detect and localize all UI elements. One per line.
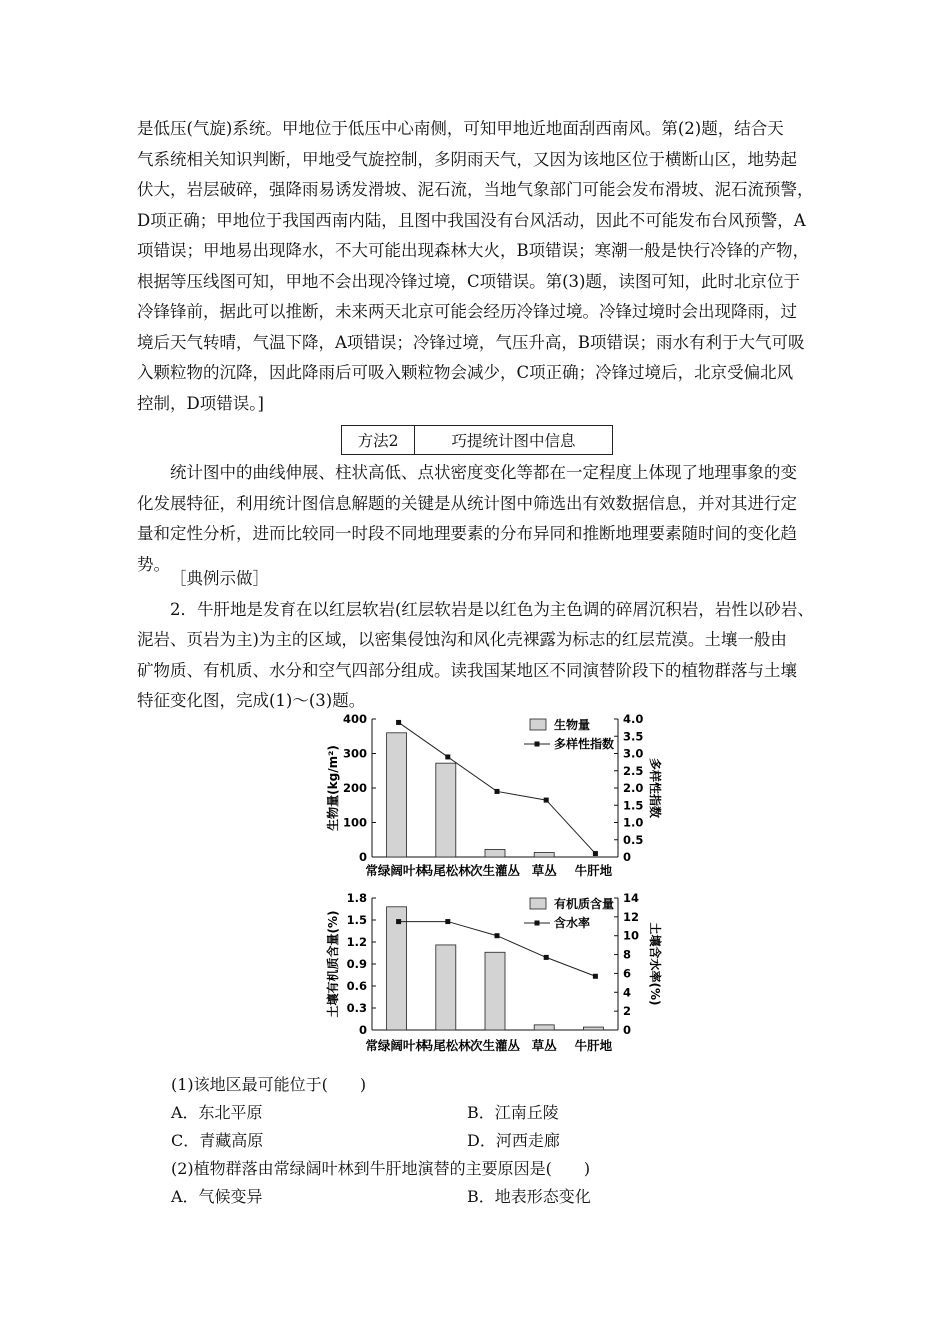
line-point bbox=[445, 919, 450, 924]
y-tick-label-right: 0 bbox=[623, 850, 632, 864]
legend-line-marker bbox=[535, 921, 540, 926]
text-line: 势。 bbox=[137, 554, 170, 574]
bar bbox=[387, 907, 407, 1030]
y-tick-label-left: 1.5 bbox=[346, 913, 367, 927]
bar bbox=[387, 733, 407, 857]
text-line: 2．牛肝地是发育在以红层软岩(红层软岩是以红色为主色调的碎屑沉积岩，岩性以砂岩、 bbox=[170, 599, 814, 619]
legend-bar-swatch bbox=[530, 898, 546, 909]
q1-option-b[interactable]: B．江南丘陵 bbox=[467, 1103, 559, 1122]
y-tick-label-right: 2.5 bbox=[623, 763, 644, 778]
y-tick-label-right: 14 bbox=[623, 891, 640, 905]
legend-line-label: 多样性指数 bbox=[554, 737, 615, 751]
y-tick-label-left: 1.8 bbox=[346, 891, 367, 905]
legend-line-marker bbox=[535, 742, 540, 747]
y-tick-label-right: 1.0 bbox=[623, 815, 644, 830]
bar bbox=[583, 1027, 603, 1030]
y-tick-label-right: 0 bbox=[623, 1023, 632, 1037]
y-tick-label-right: 2 bbox=[623, 1004, 632, 1019]
succession-figure bbox=[0, 705, 950, 1065]
text-line: 泥岩、页岩为主)为主的区域，以密集侵蚀沟和风化壳裸露为标志的红层荒漠。土壤一般由 bbox=[137, 630, 787, 649]
y-tick-label-right: 0.5 bbox=[623, 832, 644, 847]
q2-option-a[interactable]: A．气候变异 bbox=[171, 1187, 263, 1206]
line-point bbox=[445, 754, 450, 759]
y-tick-label-left: 1.2 bbox=[346, 935, 367, 949]
text-line: 入颗粒物的沉降，因此降雨后可吸入颗粒物会减少，C项正确；冷锋过境后，北京受偏北风 bbox=[137, 363, 794, 382]
y-tick-label-right: 4 bbox=[623, 985, 632, 1000]
line-point bbox=[495, 933, 500, 938]
category-label: 草丛 bbox=[531, 863, 557, 878]
q1-stem: (1)该地区最可能位于( ) bbox=[171, 1075, 367, 1094]
y-axis-title-right: 多样性指数 bbox=[648, 757, 662, 819]
text-line: 冷锋锋前，据此可以推断，未来两天北京可能会经历冷锋过境。冷锋过境时会出现降雨，过 bbox=[137, 302, 797, 321]
y-tick-label-left: 400 bbox=[342, 712, 367, 726]
category-label: 马尾松林 bbox=[420, 1038, 471, 1053]
text-line: D项正确；甲地位于我国西南内陆，且图中我国没有台风活动，因此不可能发布台风预警，A bbox=[137, 210, 806, 230]
text-line: 境后天气转晴，气温下降，A项错误；冷锋过境，气压升高，B项错误；雨水有利于大气可吸 bbox=[137, 332, 805, 352]
y-axis-title-left: 土壤有机质含量(%) bbox=[326, 910, 340, 1018]
legend-bar-label: 有机质含量 bbox=[554, 897, 615, 911]
y-tick-label-left: 300 bbox=[342, 746, 367, 761]
text-line: 气系统相关知识判断，甲地受气旋控制，多阴雨天气，又因为该地区位于横断山区，地势起 bbox=[137, 149, 797, 169]
q1-option-a[interactable]: A．东北平原 bbox=[171, 1103, 263, 1122]
y-tick-label-left: 0 bbox=[358, 1023, 367, 1037]
q2-option-b[interactable]: B．地表形态变化 bbox=[467, 1187, 591, 1206]
y-tick-label-right: 3.0 bbox=[623, 746, 644, 761]
line-point bbox=[544, 955, 549, 960]
y-tick-label-left: 0 bbox=[358, 850, 367, 864]
method-paragraph bbox=[137, 458, 812, 580]
bar bbox=[534, 853, 554, 857]
y-tick-label-left: 100 bbox=[342, 815, 367, 830]
y-tick-label-left: 200 bbox=[342, 781, 367, 795]
category-label: 常绿阔叶林 bbox=[365, 863, 428, 878]
y-tick-label-right: 4.0 bbox=[623, 712, 644, 726]
bar bbox=[534, 1025, 554, 1030]
category-label: 次生灌丛 bbox=[469, 863, 521, 878]
method-title: 巧提统计图中信息 bbox=[451, 432, 576, 450]
y-axis-title-left: 生物量(kg/m²) bbox=[326, 745, 340, 831]
legend-bar-label: 生物量 bbox=[554, 718, 591, 732]
text-line: 控制，D项错误。] bbox=[137, 393, 264, 413]
y-tick-label-left: 0.3 bbox=[346, 1001, 367, 1015]
line-point bbox=[593, 974, 598, 979]
legend-line-label: 含水率 bbox=[554, 916, 591, 930]
q1-option-d[interactable]: D．河西走廊 bbox=[467, 1131, 560, 1150]
y-tick-label-right: 10 bbox=[623, 928, 640, 943]
text-line: 伏大，岩层破碎，强降雨易诱发滑坡、泥石流，当地气象部门可能会发布滑坡、泥石流预警， bbox=[137, 180, 814, 199]
y-tick-label-right: 6 bbox=[623, 966, 632, 981]
y-tick-label-left: 0.9 bbox=[346, 957, 367, 971]
category-label: 常绿阔叶林 bbox=[365, 1038, 428, 1053]
bar bbox=[436, 945, 456, 1030]
q1-option-c[interactable]: C．青藏高原 bbox=[171, 1131, 264, 1150]
text-line: 量和定性分析，进而比较同一时段不同地理要素的分布异同和推断地理要素随时间的变化趋 bbox=[137, 524, 797, 543]
legend-bar-swatch bbox=[530, 719, 546, 730]
category-label: 牛肝地 bbox=[574, 1038, 613, 1053]
example-section bbox=[137, 564, 812, 717]
y-tick-label-right: 12 bbox=[623, 909, 640, 924]
y-axis-title-right: 土壤含水率(%) bbox=[648, 922, 662, 1006]
text-line: 项错误；甲地易出现降水，不大可能出现森林大火，B项错误；寒潮一般是快行冷锋的产物， bbox=[137, 241, 810, 260]
bar bbox=[436, 763, 456, 857]
line-point bbox=[396, 919, 401, 924]
explanation-paragraph bbox=[137, 114, 812, 419]
text-line: 特征变化图，完成(1)～(3)题。 bbox=[137, 691, 366, 710]
category-label: 次生灌丛 bbox=[469, 1038, 521, 1053]
y-tick-label-right: 8 bbox=[623, 947, 632, 962]
category-label: 草丛 bbox=[531, 1038, 557, 1053]
method-label: 方法2 bbox=[342, 426, 415, 454]
example-label: ［典例示做］ bbox=[170, 569, 269, 588]
category-label: 牛肝地 bbox=[574, 863, 613, 878]
text-line: 矿物质、有机质、水分和空气四部分组成。读我国某地区不同演替阶段下的植物群落与土壤 bbox=[137, 660, 797, 680]
line-point bbox=[544, 798, 549, 803]
method-heading-box bbox=[341, 425, 613, 455]
text-line: 根据等压线图可知，甲地不会出现冷锋过境，C项错误。第(3)题，读图可知，此时北京位于 bbox=[137, 271, 800, 291]
q2-stem: (2)植物群落由常绿阔叶林到牛肝地演替的主要原因是( ) bbox=[171, 1159, 591, 1178]
y-tick-label-left: 0.6 bbox=[346, 979, 367, 993]
line-point bbox=[495, 789, 500, 794]
text-line: 化发展特征，利用统计图信息解题的关键是从统计图中筛选出有效数据信息，并对其进行定 bbox=[137, 493, 797, 513]
text-line: 是低压(气旋)系统。甲地位于低压中心南侧，可知甲地近地面刮西南风。第(2)题，结合天 bbox=[137, 119, 784, 138]
y-tick-label-right: 3.5 bbox=[623, 729, 644, 744]
y-tick-label-right: 1.5 bbox=[623, 798, 644, 813]
text-line: 统计图中的曲线伸展、柱状高低、点状密度变化等都在一定程度上体现了地理事象的变 bbox=[170, 463, 797, 482]
bar bbox=[485, 952, 505, 1030]
bar bbox=[485, 849, 505, 857]
category-label: 马尾松林 bbox=[420, 863, 471, 878]
line-point bbox=[396, 720, 401, 725]
y-tick-label-right: 2.0 bbox=[623, 781, 644, 795]
line-point bbox=[593, 851, 598, 856]
